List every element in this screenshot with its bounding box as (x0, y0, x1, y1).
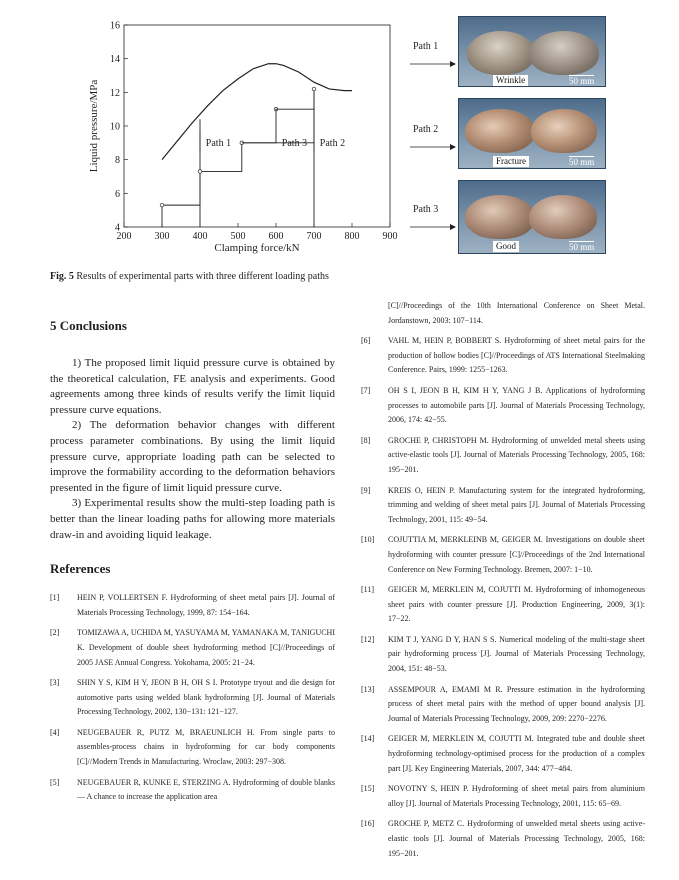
reference-list-right (361, 334, 645, 861)
reference-number: [5] (50, 777, 60, 787)
photo-good (458, 180, 606, 254)
reference-item (361, 633, 645, 677)
reference-text: SHIN Y S, KIM H Y, JEON B H, OH S I. Prototype tryout and die design for automotive parts using welded blank hydroforming [J]. Journal of Materials Processing Technology, 2002, 130−131: 121−127. (77, 678, 335, 717)
reference-number: [3] (50, 678, 60, 688)
reference-number: [2] (50, 628, 60, 638)
y-tick-label: 4 (115, 222, 120, 234)
reference-number: [16] (361, 819, 375, 829)
conclusions-heading: 5 Conclusions (50, 318, 127, 333)
reference-text: COJUTTIA M, MERKLEINB M, GEIGER M. Investigations on double sheet hydroforming with counter pressure [C]//Proceedings of the 2nd International Conference on New Forming Technology. Bremen, 2007: 1−10. (388, 535, 645, 574)
x-tick-label: 700 (306, 231, 322, 242)
figure-5 (85, 10, 625, 270)
reference-text: GEIGER M, MERKLEIN M, COJUTTI M. Integrated tube and double sheet hydroforming technology-optimised process for the production of a complex part [J]. Key Engineering Materials, 2007, 344: 477−484. (388, 734, 645, 773)
right-column (361, 299, 645, 867)
reference-item (361, 334, 645, 378)
references-heading: References (50, 561, 111, 577)
reference-text: TOMIZAWA A, UCHIDA M, YASUYAMA M, YAMANAKA M, TANIGUCHI K. Development of double sheet hydroforming method [C]//Proceedings of 2005 JASE Annual Congress. Yokohama, 2005: 21−24. (77, 628, 335, 667)
reference-item (50, 776, 335, 805)
liquid-pressure-chart (85, 10, 415, 270)
x-tick-label: 900 (382, 231, 398, 242)
conclusion-paragraph: 1) The proposed limit liquid pressure curve is obtained by the theoretical calculation, FE analysis and experiments. Good agreements among three kinds of results verify the limit liquid pressure curve equations. (50, 357, 335, 416)
arrow-label-path-3: Path 3 (413, 204, 439, 215)
arrow-label-path-1: Path 1 (413, 41, 439, 52)
reference-number: [7] (361, 385, 371, 395)
reference-item (50, 626, 335, 670)
scale-bar: 50 mm (569, 157, 595, 167)
path-label: Path 1 (205, 138, 232, 150)
conclusion-paragraph: 2) The deformation behavior changes with different process parameter combinations. By using the limit liquid pressure curve, appropriate loading path can be selected to improve the formability according to the deformation behaviors presented in the figure of limit liquid pressure curve. (50, 419, 335, 494)
y-tick-label: 12 (110, 87, 120, 99)
reference-item (361, 583, 645, 627)
reference-text: VAHL M, HEIN P, BOBBERT S. Hydroforming of sheet metal pairs for the production of hollow bodies [C]//Proceedings of ATS International Steelmaking Conference. Pairs, 1999: 1255−1263. (388, 336, 645, 375)
path-point-marker (198, 170, 202, 174)
reference-item (361, 384, 645, 428)
reference-text: OH S I, JEON B H, KIM H Y, YANG J B. Applications of hydroforming processes to automobile parts [J]. Journal of Materials Processing Technology, 2006, 174: 42−55. (388, 385, 645, 425)
scale-bar: 50 mm (569, 242, 595, 252)
reference-number: [9] (361, 485, 371, 495)
reference-number: [10] (361, 535, 375, 545)
reference-text: NEUGEBAUER R, PUTZ M, BRAEUNLICH H. From single parts to assembles-process chains in hydroforming for car body components [C]//Modern Trends in Manufacturing. Wroclaw, 2003: 297−308. (77, 727, 335, 767)
path-label: Path 2 (319, 138, 346, 150)
reference-number: [1] (50, 593, 60, 603)
path-label: Path 3 (281, 138, 308, 150)
loading-path-1 (162, 89, 314, 227)
reference-text: ASSEMPOUR A, EMAMI M R. Pressure estimation in the hydroforming process of sheet metal pairs with the method of upper bound analysis [J]. Journal of Materials Processing Technology, 2009, 209: 2270−2276. (388, 684, 645, 723)
reference-item (361, 732, 645, 776)
x-tick-label: 200 (116, 231, 132, 242)
y-tick-label: 14 (110, 54, 120, 66)
x-tick-label: 500 (230, 231, 246, 242)
figure-caption (50, 271, 329, 282)
reference-list-left (50, 591, 335, 805)
reference-text: NOVOTNY S, HEIN P. Hydroforming of sheet metal pairs from aluminium alloy [J]. Journal of Materials Processing Technology, 2001, 115: 65−69. (388, 784, 645, 808)
reference-text: GROCHE P, CHRISTOPH M. Hydroforming of unwelded metal sheets using active-elastic tools [J]. Journal of Materials Processing Technology, 2005, 168: 195−201. (388, 435, 645, 474)
reference-item (361, 782, 645, 811)
reference-number: [12] (361, 634, 375, 644)
y-tick-label: 6 (115, 188, 120, 200)
path-point-marker (312, 87, 316, 91)
reference-item (361, 484, 645, 528)
left-column (50, 318, 335, 811)
y-tick-label: 10 (110, 121, 120, 133)
conclusion-paragraph: 3) Experimental results show the multi-step loading path is better than the linear loading paths for allowing more materials draw-in and avoiding liquid leakage. (50, 497, 335, 541)
reference-item (50, 591, 335, 620)
reference-item (361, 817, 645, 861)
caption-prefix: Fig. 5 (50, 271, 74, 282)
reference-number: [15] (361, 784, 375, 794)
x-tick-label: 800 (344, 231, 360, 242)
y-axis-label: Liquid pressure/MPa (88, 79, 100, 173)
photo-fracture (458, 98, 606, 169)
reference-item (50, 676, 335, 720)
reference-number: [14] (361, 734, 375, 744)
reference-number: [6] (361, 336, 371, 346)
arrow-label-path-2: Path 2 (413, 124, 439, 135)
path-point-marker (160, 203, 164, 207)
x-tick-label: 400 (192, 231, 208, 242)
reference-item (361, 533, 645, 577)
reference-item (361, 434, 645, 478)
reference-continuation: [C]//Proceedings of the 10th International Conference on Sheet Metal. Jordanstown, 2003: 107−114. (388, 301, 645, 325)
caption-text: Results of experimental parts with three different loading paths (73, 271, 329, 282)
photo-label: Fracture (493, 156, 529, 167)
plot-frame (124, 25, 390, 227)
reference-number: [8] (361, 435, 371, 445)
reference-text: KIM T J, YANG D Y, HAN S S. Numerical modeling of the multi-stage sheet pair hydroforming process [J]. Journal of Materials Processing Technology, 2004, 151: 48−53. (388, 634, 645, 674)
photo-wrinkle (458, 16, 606, 87)
x-axis-label: Clamping force/kN (214, 242, 300, 254)
reference-text: NEUGEBAUER R, KUNKE E, STERZING A. Hydroforming of double blanks — A chance to increase the application area (77, 777, 335, 802)
reference-number: [4] (50, 727, 60, 737)
reference-text: KREIS O, HEIN P. Manufacturing system for the integrated hydroforming, trimming and welding of sheet metal pairs [J]. Journal of Materials Processing Technology, 2001, 115: 49−54. (388, 485, 645, 524)
reference-number: [11] (361, 585, 375, 595)
arrow-icon (410, 60, 456, 68)
reference-item (361, 683, 645, 727)
y-tick-label: 16 (110, 20, 120, 32)
arrow-icon (410, 223, 456, 231)
x-tick-label: 600 (268, 231, 284, 242)
reference-item (50, 726, 335, 770)
x-tick-label: 300 (154, 231, 170, 242)
reference-text: GEIGER M, MERKLEIN M, COJUTTI M. Hydroforming of inhomogeneous sheet pairs with counter pressure [J]. Production Engineering, 2009, 3(1): 17−22. (388, 585, 645, 624)
photo-label: Good (493, 241, 519, 252)
reference-number: [13] (361, 684, 375, 694)
arrow-icon (410, 143, 456, 151)
scale-bar: 50 mm (569, 76, 595, 86)
reference-text: HEIN P, VOLLERTSEN F. Hydroforming of sheet metal pairs [J]. Journal of Materials Processing Technology, 1999, 87: 154−164. (77, 593, 335, 617)
photo-label: Wrinkle (493, 75, 528, 86)
reference-text: GROCHE P, METZ C. Hydroforming of unwelded metal sheets using active-elastic tools [J]. Journal of Materials Processing Technology, 2005, 168: 195−201. (388, 819, 645, 858)
y-tick-label: 8 (115, 155, 120, 167)
